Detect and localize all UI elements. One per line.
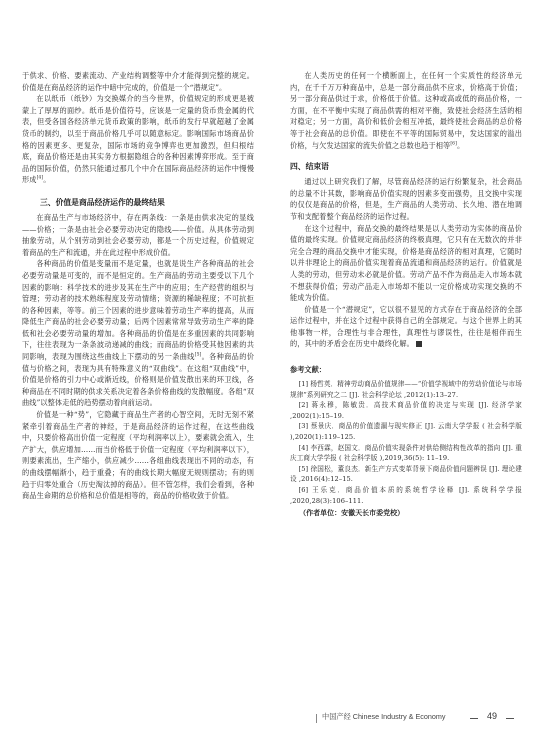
right-column [290,70,522,519]
left-column [22,70,254,502]
section-heading: 三、价值是商品经济运作的最终结果 [40,197,165,207]
paragraph-text: 价值是一个“潜规定”，它以很不显见的方式存在于商品经济的全部运作过程中，并在这个过程中获得自己的全部规定。与这个世界上的其他事物一样，合理性与非合理性，真理性与谬误性，往往是相伴而生的，其中的矛盾会在历史中最终化解。 [290,304,522,349]
paragraph: 在商品生产与市场经济中，存在两条线：一条是由供求决定的显线——价格；一条是由社会必要劳动决定的隐线——价值。从具体劳动到抽象劳动，从个别劳动到社会必要劳动，都是一个历史过程，价值规定着商品的生产和流通，并在此过程中形成价值。 [22,212,254,257]
paragraph [290,70,522,151]
citation-ref[interactable]: [5] [194,352,202,358]
end-mark-icon [416,341,422,347]
citation-ref[interactable]: [6] [450,141,458,147]
reference-item: [5] 徐国松，董良杰．新生产方式变革背景下商品价值问题辨误 [J]. 理论建设 ,2016(4):12–15. [290,464,522,484]
paragraph: 通过以上研究我们了解，尽管商品经济的运行纷繁复杂，社会商品的总量不计其数，影响商品价值实现的因素多变而强势，且交换中实现的仅仅是商品的价格，但是，生产商品的人类劳动、长久地、潜在地调节和支配着整个商品经济的运作过程。 [290,177,522,221]
footer-dash [470,718,478,719]
paragraph-text: 各种商品的价值是变量而不是定量，也就是说生产各种商品的社会必要劳动量是可变的，而不是恒定的。生产商品的劳动主要受以下几个因素的影响：科学技术的进步及其在生产中的应用；生产经营的组织与管理；劳动者的技术熟练程度及劳动情绪；资源的稀缺程度；不可抗拒的各种因素，等等。前三个因素的进步意味着劳动生产率的提高，从而降低生产商品的社会必要劳动量；后两个因素常常导致劳动生产率的降低和社会必要劳动量的增加。各种商品的价值是在多重因素的共同影响下，往往表现为一条条波动递减的曲线；而商品的价格受其他因素的共同影响，表现为围绕这些曲线上下摆动的另一条曲线 [22,259,254,362]
page-footer [290,712,522,726]
reference-item: [3] 蔡景庆．商品的价值遗漏与现实修正 [J]. 云南大学学报 ( 社会科学版 ),2020(1):119–125. [290,422,522,442]
paragraph-text: 在以纸币（纸钞）为交换媒介的当今世界，价值规定的形成更是被蒙上了厚厚的面纱。纸币是价值符号，应该是一定量的货币贵金属的代表，但受各国各经济单元货币政策的影响，纸币的发行早就超越了金属货币的制约，以至于商品价格几乎可以随意标定。影响国际市场商品价格的因素更多、更复杂，国际市场的竞争博弈也更加激烈，但归根结底，商品价格还是由其实务方根据隐组合的各种因素博弈形成。至于商品的国际价值，仍然只能通过那几个中介在国际商品经济的运作中慢慢形成 [22,94,254,185]
reference-item: [4] 李西霖，赵国文．商品价值实现条件对供给侧结构性改革的指向 [J]. 重庆工商大学学报 ( 社会科学版 ),2019,36(5): 11–19. [290,443,522,463]
journal-name: 中国产经 Chinese Industry & Economy [322,712,446,721]
references-list [290,379,522,506]
footer-divider [316,714,317,723]
author-affiliation: （作者单位：安徽天长市委党校） [299,509,405,518]
paragraph: 在这个过程中，商品交换的最终结果是以人类劳动为实体的商品价值的最终实现。价值规定商品经济的终极真理，它只有在无数次的并非完全合理的商品交换中才能实现，价格是商品经济的相对真理，它随时以并非理论上的商品价值实现着商品流通和商品经济的运行。价值就是人类的劳动，但劳动未必就是价值。劳动产品不作为商品走入市场本就不想获得价值；劳动产品走入市场却不能以一定价格成功实现交换的不能成为价值。 [290,223,522,303]
paragraph-text: 。各种商品的价值与价格之间，表现为具有特殊意义的“双曲线”。在这组“双曲线”中，价值是价格的引力中心或渐近线，价格则是价值发散出来的环卫线，各种商品在不同时期的供求关系决定着各条价格曲线的发散幅度。各组“双曲线”以整体走低的趋势摆动着向前运动。 [22,352,254,408]
section-heading: 四、结束语 [290,162,329,172]
reference-item: [6] 王乐克．商品价值本质的系统哲学诠释 [J]. 系统科学学报 ,2020,28(3):106–111. [290,486,522,505]
footer-dash [506,718,514,719]
references-heading: 参考文献： [290,365,326,375]
page-number: 49 [487,711,498,721]
paragraph [22,258,254,409]
reference-item: [1] 杨哲英．精神劳动商品价值规律——“价值学视域中的劳动价值论与市场规律”系列研究之二 [J]. 社会科学论坛 ,2012(1):13–27. [290,380,522,399]
paragraph: 于供求、价格、要素流动、产业结构调整等中介才能得到完整的规定。价值是在商品经济的运作中暗中完成的，价值是一个“潜规定”。 [22,71,254,92]
paragraph-text: 。 [43,175,51,185]
paragraph: 价值是一种“势”，它隐藏于商品生产者的心智空间，无时无刻不紧紧牵引着商品生产者的神经，于是商品经济的运作过程，在这些曲线中，只要价格高出价值一定程度（平均利润率以上），要素就会流入，生产扩大，供应增加……而当价格低于价值一定程度（平均利润率以下），则要素流出，生产缩小，供应减少……各组曲线表现出不同的动态，有的曲线摆幅渐小，趋于重叠；有的曲线长期大幅度无规则摆动；有的则趋于归零处重合（历史淘汰掉的商品）。但不管怎样，我们会看到，各种商品生命期的总价格和总价值是相等的，商品的价格收敛于价值。 [22,410,254,501]
paragraph [22,93,254,186]
paragraph-text: 在人类历史的任何一个横断面上，在任何一个实质性的经济单元内，在千千万万种商品中，总是一部分商品供不应求，价格高于价值；另一部分商品供过于求，价格低于价值。这种或高或低的商品价格，一方面，在不平衡中实现了商品供需的相对平衡，致使社会经济生活的相对稳定；另一方面，高价和低价会相互冲抵，最终使社会商品的总价格等于社会商品的总价值。即使在不平等的国际贸易中，发达国家的溢出价格，与欠发达国家的流失价值之总数也趋于相等 [290,71,522,150]
paragraph-text: 。 [457,140,465,150]
paragraph [290,304,522,350]
citation-ref[interactable]: [4] [36,175,44,181]
reference-item: [2] 蒋永穆，陈敏贵．高技术商品价值的决定与实现 [J]. 经济学家 ,2002(1):15–19. [290,401,522,420]
